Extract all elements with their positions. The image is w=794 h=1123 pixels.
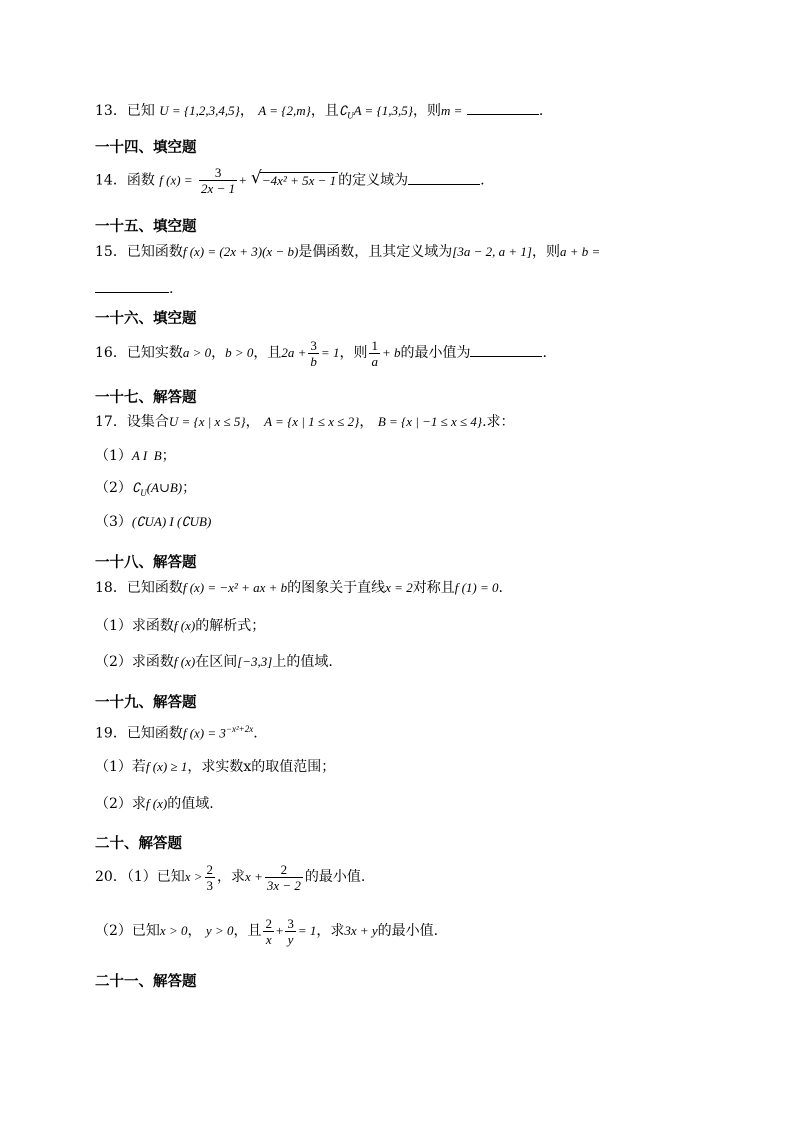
q15-end: . bbox=[169, 281, 174, 297]
answer-blank-16[interactable] bbox=[470, 342, 542, 357]
q19-p2-label: （2）求 bbox=[95, 796, 146, 812]
q18-text-2: 的图象关于直线 bbox=[287, 580, 386, 596]
q16-frac2-den: a bbox=[371, 353, 378, 369]
q17-p3-label: （3） bbox=[95, 514, 132, 530]
q14-number: 14． bbox=[95, 172, 127, 189]
question-20-part-1 bbox=[95, 860, 365, 894]
question-19 bbox=[95, 719, 258, 744]
q20-frac1-num: 2 bbox=[206, 861, 214, 877]
q16-frac1-den: b bbox=[310, 353, 317, 369]
question-20-part-2 bbox=[95, 914, 438, 948]
q20-sep: ， bbox=[187, 923, 202, 939]
q20-p1-label: （1）已知 bbox=[126, 869, 185, 885]
q19-exponent: −x²+2x bbox=[225, 724, 254, 734]
q16-end: . bbox=[542, 345, 547, 361]
q14-fraction bbox=[199, 165, 237, 196]
q16-cond-a: a > 0 bbox=[182, 345, 212, 360]
q18-interval: [−3,3] bbox=[237, 654, 273, 669]
q16-text: 已知实数 bbox=[126, 345, 183, 361]
q14-sqrt bbox=[251, 166, 338, 196]
q17-p2-label: （2） bbox=[95, 480, 132, 496]
q20-target: 3x + y bbox=[344, 923, 378, 938]
q20-fraction-2 bbox=[265, 862, 303, 893]
q20-frac3-den: x bbox=[265, 931, 272, 947]
section-heading-15: 一十五、填空题 bbox=[95, 219, 197, 235]
q18-part-1 bbox=[95, 616, 265, 636]
q13-sep: ， bbox=[239, 103, 254, 119]
section-heading-17: 一十七、解答题 bbox=[95, 390, 197, 406]
q17-set-u: U = {x | x ≤ 5} bbox=[168, 414, 246, 429]
q14-plus: + bbox=[239, 172, 247, 188]
question-15 bbox=[95, 242, 600, 262]
q20-plus: + bbox=[275, 923, 284, 938]
q17-p1-end: ； bbox=[161, 448, 176, 464]
q20-fraction-4 bbox=[285, 916, 296, 947]
q18-condition: f (1) = 0 bbox=[454, 580, 499, 595]
q18-p2-text-2: 上的值域. bbox=[272, 654, 333, 670]
q20-text-4: ，求 bbox=[316, 923, 345, 939]
q20-fraction-1 bbox=[205, 862, 216, 893]
q20-frac4-num: 3 bbox=[287, 915, 294, 931]
q20-frac2-num: 2 bbox=[265, 862, 303, 878]
q16-frac1-num: 3 bbox=[310, 337, 317, 353]
section-heading-16: 一十六、填空题 bbox=[95, 311, 197, 327]
q20-frac2-den: 3x − 2 bbox=[266, 877, 301, 893]
q20-eq: = 1 bbox=[297, 923, 317, 938]
q18-p1-text: 的解析式； bbox=[195, 618, 266, 634]
q16-eq-left: 2a + bbox=[281, 345, 307, 360]
question-18 bbox=[95, 578, 503, 598]
q20-frac1-den: 3 bbox=[206, 877, 214, 893]
question-16 bbox=[95, 336, 547, 370]
q17-part-1 bbox=[95, 446, 176, 466]
q20-number: 20． bbox=[95, 869, 127, 885]
q17-p1-label: （1） bbox=[95, 448, 132, 464]
q18-function: f (x) = −x² + ax + b bbox=[182, 580, 288, 595]
q13-end: . bbox=[538, 103, 544, 119]
q19-text: 已知函数 bbox=[126, 725, 183, 742]
q14-text: 函数 bbox=[126, 172, 155, 189]
q14-frac-den: 2x − 1 bbox=[201, 181, 236, 196]
q20-text: ，求 bbox=[217, 869, 246, 885]
q17-set-b: B = {x | −1 ≤ x ≤ 4} bbox=[377, 414, 483, 429]
q13-set-a: A = {2,m} bbox=[258, 103, 311, 118]
q14-function: f (x) = bbox=[159, 172, 193, 188]
q19-number: 19． bbox=[95, 725, 127, 742]
q16-expr: + b bbox=[381, 345, 401, 360]
q19-part-2 bbox=[95, 794, 214, 814]
q16-frac2-num: 1 bbox=[371, 337, 378, 353]
q17-p2-math: (A∪B) bbox=[146, 480, 183, 495]
q13-text: 已知 bbox=[126, 103, 155, 119]
q17-p2-end: ； bbox=[182, 480, 197, 496]
q20-cond-y: y > 0 bbox=[205, 923, 234, 938]
q19-part-1 bbox=[95, 757, 335, 777]
q16-number: 16． bbox=[95, 345, 127, 361]
q18-p2-math: f (x) bbox=[173, 654, 196, 669]
q18-axis: x = 2 bbox=[385, 580, 413, 595]
q14-radicand: −4x² + 5x − 1 bbox=[261, 172, 337, 188]
q19-p1-text: ，求实数x的取值范围； bbox=[187, 759, 336, 775]
q17-p1-math: A I B bbox=[131, 448, 162, 463]
q16-fraction-1 bbox=[308, 338, 319, 369]
q16-cond-b: b > 0 bbox=[225, 345, 254, 360]
q15-function: f (x) = (2x + 3)(x − b) bbox=[182, 244, 299, 259]
q18-part-2 bbox=[95, 652, 333, 672]
q17-number: 17． bbox=[95, 414, 127, 430]
section-heading-14: 一十四、填空题 bbox=[95, 140, 197, 156]
q18-end: . bbox=[498, 580, 503, 596]
sqrt-symbol: √ bbox=[250, 167, 262, 188]
q14-end: . bbox=[480, 172, 485, 189]
q17-sep-2: ， bbox=[359, 414, 374, 430]
q20-cond-x: x > 0 bbox=[159, 923, 188, 938]
q18-p2-label: （2）求函数 bbox=[95, 654, 174, 670]
q13-text-3: ，则 bbox=[412, 103, 441, 119]
q17-part-3 bbox=[95, 512, 211, 532]
q20-expr: x + bbox=[245, 869, 263, 884]
q18-p2-text: 在区间 bbox=[195, 654, 238, 670]
q16-eq-right: = 1 bbox=[320, 345, 340, 360]
question-17 bbox=[95, 412, 515, 432]
q20-text-5: 的最小值. bbox=[377, 923, 439, 939]
q17-sep: ， bbox=[245, 414, 260, 430]
question-14 bbox=[95, 165, 485, 196]
q18-p1-math: f (x) bbox=[173, 618, 196, 633]
section-heading-21: 二十一、解答题 bbox=[95, 974, 197, 990]
q19-p1-label: （1）若 bbox=[95, 759, 146, 775]
answer-blank-14[interactable] bbox=[408, 170, 480, 185]
q13-text-2: ，且 bbox=[310, 103, 339, 119]
q19-p2-text: 的值域. bbox=[167, 796, 214, 812]
q15-domain: [3a − 2, a + 1] bbox=[452, 244, 532, 259]
q15-text-3: ，则 bbox=[531, 244, 560, 260]
q17-text-2: .求： bbox=[482, 414, 515, 430]
q19-p2-math: f (x) bbox=[145, 796, 168, 811]
q16-fraction-2 bbox=[369, 338, 380, 369]
q17-set-a: A = {x | 1 ≤ x ≤ 2} bbox=[264, 414, 360, 429]
q19-p1-math: f (x) ≥ 1 bbox=[145, 759, 188, 774]
q18-text-3: 对称且 bbox=[412, 580, 455, 596]
q13-complement-set: A = {1,3,5} bbox=[353, 103, 413, 118]
q20-text-2: 的最小值. bbox=[304, 869, 366, 885]
q13-answer-label: m = bbox=[440, 103, 463, 118]
question-15-blank-line bbox=[95, 278, 173, 299]
answer-blank-13[interactable] bbox=[467, 100, 539, 115]
q15-answer-label: a + b = bbox=[559, 244, 601, 259]
q19-end: . bbox=[253, 725, 258, 742]
q13-number: 13． bbox=[95, 103, 127, 119]
complement-symbol: ∁ bbox=[131, 480, 141, 495]
q20-frac3-num: 2 bbox=[265, 915, 272, 931]
q15-text: 已知函数 bbox=[126, 244, 183, 260]
section-heading-20: 二十、解答题 bbox=[95, 836, 182, 852]
q20-text-3: ，且 bbox=[233, 923, 262, 939]
q16-text-3: ，则 bbox=[339, 345, 368, 361]
section-heading-18: 一十八、解答题 bbox=[95, 555, 197, 571]
q17-p3-math: (∁UA) I (∁UB) bbox=[131, 514, 212, 529]
complement-symbol: ∁ bbox=[338, 103, 348, 118]
answer-blank-15[interactable] bbox=[95, 278, 169, 293]
q15-number: 15． bbox=[95, 244, 127, 260]
question-13 bbox=[95, 100, 543, 126]
q14-text-2: 的定义域为 bbox=[338, 172, 409, 189]
section-heading-19: 一十九、解答题 bbox=[95, 695, 197, 711]
q20-p2-label: （2）已知 bbox=[95, 923, 160, 939]
q18-p1-label: （1）求函数 bbox=[95, 618, 174, 634]
q20-cond: x > bbox=[184, 869, 203, 884]
q15-text-2: 是偶函数，且其定义域为 bbox=[298, 244, 453, 260]
q20-fraction-3 bbox=[263, 916, 274, 947]
q16-text-2: ，且 bbox=[253, 345, 282, 361]
q16-text-4: 的最小值为 bbox=[400, 345, 471, 361]
q13-complement bbox=[338, 103, 413, 121]
q17-part-2 bbox=[95, 478, 196, 503]
q16-sep: ， bbox=[211, 345, 226, 361]
q18-text: 已知函数 bbox=[126, 580, 183, 596]
q13-set-u: U = {1,2,3,4,5} bbox=[159, 103, 240, 118]
q14-frac-num: 3 bbox=[199, 165, 237, 181]
q17-text: 设集合 bbox=[126, 414, 169, 430]
q19-function: f (x) = 3 bbox=[182, 725, 226, 741]
q20-frac4-den: y bbox=[287, 931, 294, 947]
complement-sub: U bbox=[140, 487, 147, 498]
complement-sub: U bbox=[347, 110, 354, 121]
q18-number: 18． bbox=[95, 580, 127, 596]
